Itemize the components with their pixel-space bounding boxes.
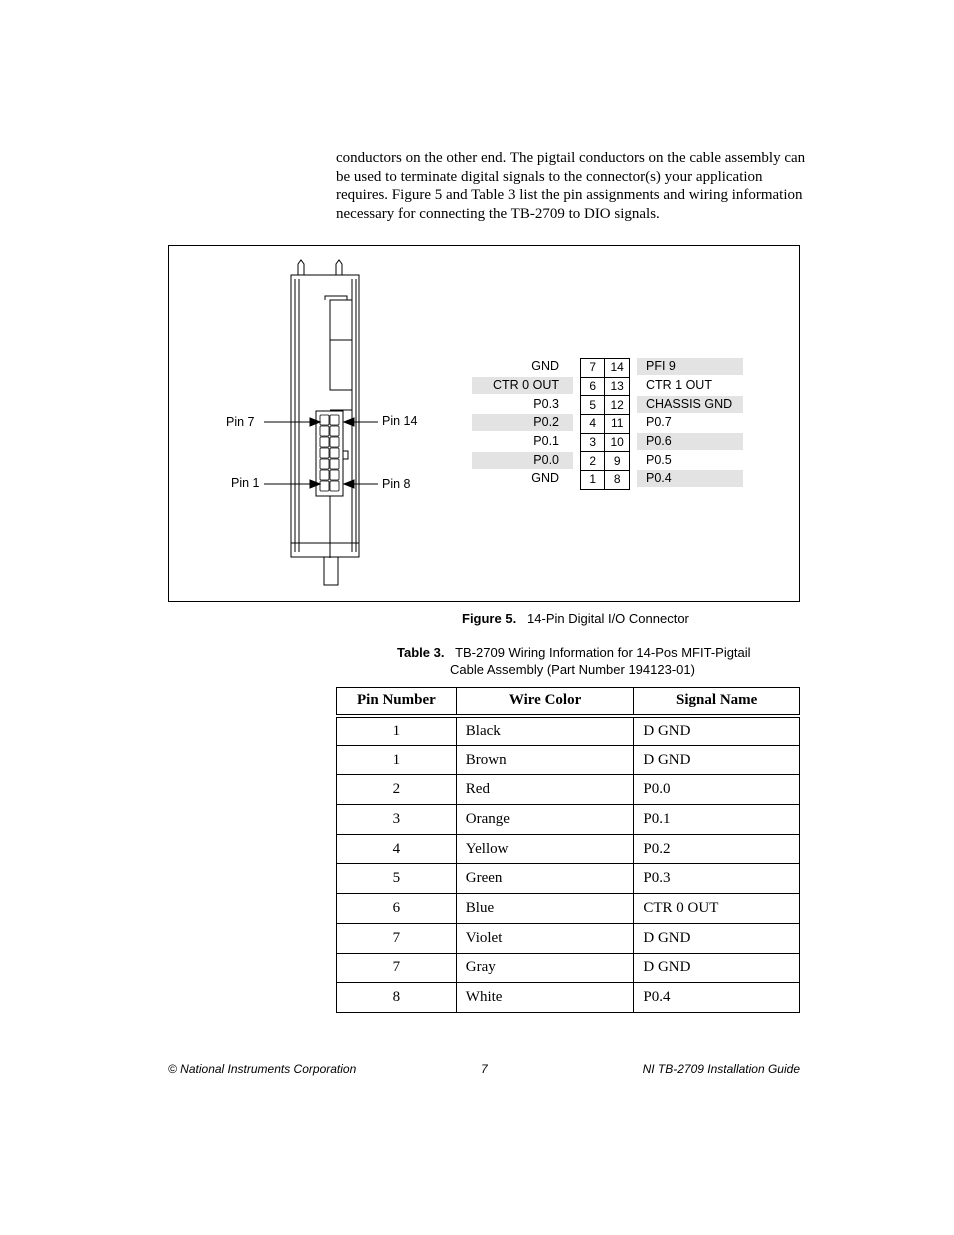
pin-number-cell: 5 bbox=[337, 864, 457, 894]
left-signal-1: GND bbox=[531, 359, 559, 373]
signal-name-cell: P0.2 bbox=[634, 834, 800, 864]
pin-7-label: Pin 7 bbox=[226, 415, 255, 429]
table-row bbox=[337, 805, 800, 835]
signal-name-cell: CTR 0 OUT bbox=[634, 894, 800, 924]
pin-row bbox=[581, 471, 630, 490]
pin-cell: 10 bbox=[605, 433, 630, 452]
pin-number-cell: 3 bbox=[337, 805, 457, 835]
pin-cell: 3 bbox=[581, 433, 605, 452]
table-row bbox=[337, 894, 800, 924]
pin-cell: 6 bbox=[581, 377, 605, 396]
pin-cell: 2 bbox=[581, 452, 605, 471]
figure-caption bbox=[462, 611, 689, 626]
header-wire-color: Wire Color bbox=[456, 688, 634, 716]
table-caption-number: Table 3. bbox=[397, 645, 445, 660]
table-row bbox=[337, 716, 800, 746]
pin-cell: 8 bbox=[605, 471, 630, 490]
pin-arrows bbox=[264, 418, 378, 488]
table-row bbox=[337, 775, 800, 805]
right-signal-2: CTR 1 OUT bbox=[646, 378, 712, 392]
table-row bbox=[337, 834, 800, 864]
signal-name-cell: P0.0 bbox=[634, 775, 800, 805]
left-signal-2: CTR 0 OUT bbox=[472, 377, 573, 394]
right-signal-7: P0.4 bbox=[637, 470, 743, 487]
signal-name-cell: P0.1 bbox=[634, 805, 800, 835]
pin-cell: 1 bbox=[581, 471, 605, 490]
pin-cell: 12 bbox=[605, 396, 630, 415]
pin-number-cell: 6 bbox=[337, 894, 457, 924]
wire-color-cell: Red bbox=[456, 775, 634, 805]
footer-copyright: © National Instruments Corporation bbox=[168, 1062, 357, 1076]
pin-row bbox=[581, 433, 630, 452]
signal-name-cell: D GND bbox=[634, 716, 800, 746]
footer-doc-title: NI TB-2709 Installation Guide bbox=[642, 1062, 800, 1076]
connector-cavities bbox=[320, 415, 339, 491]
pin-cell: 9 bbox=[605, 452, 630, 471]
table-caption-line1: TB-2709 Wiring Information for 14-Pos MFIT-Pigtail bbox=[455, 645, 751, 660]
signal-name-cell: P0.4 bbox=[634, 983, 800, 1013]
header-pin-number: Pin Number bbox=[337, 688, 457, 716]
pin-1-label: Pin 1 bbox=[231, 476, 260, 490]
wire-color-cell: Gray bbox=[456, 953, 634, 983]
table-row bbox=[337, 983, 800, 1013]
pin-14-label: Pin 14 bbox=[382, 414, 418, 428]
pin-number-cell: 7 bbox=[337, 923, 457, 953]
right-signal-1: PFI 9 bbox=[637, 358, 743, 375]
pin-row bbox=[581, 396, 630, 415]
right-signal-5: P0.6 bbox=[637, 433, 743, 450]
table-row bbox=[337, 745, 800, 775]
pin-row bbox=[581, 415, 630, 434]
pin-number-cell: 2 bbox=[337, 775, 457, 805]
pin-number-cell: 1 bbox=[337, 745, 457, 775]
left-signal-6: P0.0 bbox=[472, 452, 573, 469]
pin-cell: 7 bbox=[581, 359, 605, 378]
pin-number-cell: 7 bbox=[337, 953, 457, 983]
pin-row bbox=[581, 359, 630, 378]
pin-cell: 11 bbox=[605, 415, 630, 434]
table-header-row bbox=[337, 688, 800, 716]
left-signal-5: P0.1 bbox=[533, 434, 559, 448]
wire-color-cell: Orange bbox=[456, 805, 634, 835]
figure-connector-diagram bbox=[168, 245, 800, 602]
pin-cell: 14 bbox=[605, 359, 630, 378]
right-signal-4: P0.7 bbox=[646, 415, 672, 429]
left-signal-4: P0.2 bbox=[472, 414, 573, 431]
pin-number-cell: 1 bbox=[337, 716, 457, 746]
signal-name-cell: P0.3 bbox=[634, 864, 800, 894]
table-row bbox=[337, 953, 800, 983]
wire-color-cell: Yellow bbox=[456, 834, 634, 864]
right-signal-3: CHASSIS GND bbox=[637, 396, 743, 413]
signal-name-cell: D GND bbox=[634, 745, 800, 775]
wire-color-cell: Green bbox=[456, 864, 634, 894]
wire-color-cell: Violet bbox=[456, 923, 634, 953]
figure-caption-number: Figure 5. bbox=[462, 611, 517, 626]
table-row bbox=[337, 923, 800, 953]
figure-caption-text: 14-Pin Digital I/O Connector bbox=[527, 611, 689, 626]
table-caption-line2: Cable Assembly (Part Number 194123-01) bbox=[450, 662, 695, 677]
table-caption bbox=[397, 644, 751, 661]
wire-color-cell: Blue bbox=[456, 894, 634, 924]
header-signal-name: Signal Name bbox=[634, 688, 800, 716]
footer-page-number: 7 bbox=[481, 1062, 488, 1076]
pin-cell: 5 bbox=[581, 396, 605, 415]
left-signal-7: GND bbox=[531, 471, 559, 485]
right-signal-6: P0.5 bbox=[646, 453, 672, 467]
signal-name-cell: D GND bbox=[634, 923, 800, 953]
table-row bbox=[337, 864, 800, 894]
pin-row bbox=[581, 377, 630, 396]
wire-color-cell: White bbox=[456, 983, 634, 1013]
wire-color-cell: Brown bbox=[456, 745, 634, 775]
wiring-table bbox=[336, 687, 800, 1013]
pin-cell: 4 bbox=[581, 415, 605, 434]
pin-cell: 13 bbox=[605, 377, 630, 396]
pin-number-cell: 4 bbox=[337, 834, 457, 864]
pin-number-grid bbox=[580, 358, 630, 490]
pin-row bbox=[581, 452, 630, 471]
wire-color-cell: Black bbox=[456, 716, 634, 746]
pin-number-cell: 8 bbox=[337, 983, 457, 1013]
signal-name-cell: D GND bbox=[634, 953, 800, 983]
pin-8-label: Pin 8 bbox=[382, 477, 411, 491]
left-signal-3: P0.3 bbox=[533, 397, 559, 411]
intro-paragraph: conductors on the other end. The pigtail conductors on the cable assembly can be used to terminate digital signals to the connector(s) your application requires. Figure 5 and Table 3 list the pin assignments and wiring information necessary for connecting the TB-2709 to DIO signals. bbox=[336, 150, 806, 223]
